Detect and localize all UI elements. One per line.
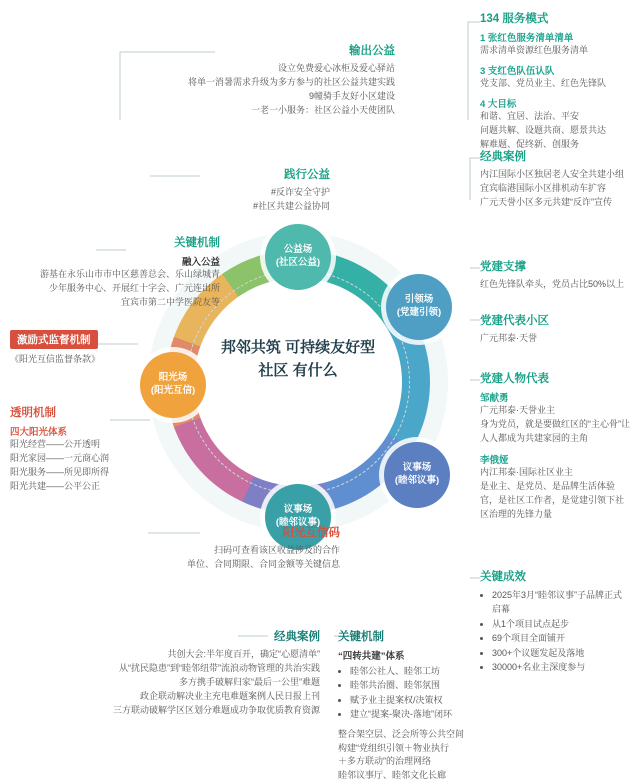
block-practice-charity [60, 166, 330, 214]
node-neighborhood-council[interactable] [384, 442, 450, 508]
key-mechanism-left-line-1: 少年服务中心、开展红十字会、广元连出所 [48, 282, 220, 293]
center-title [214, 336, 382, 383]
center-line-1: 邦邻共筑 [220, 339, 281, 356]
block-sunshine-code [20, 524, 340, 572]
classic-case-bottom-line-2: 多方携手破解归家“最后一公里”难题 [179, 676, 320, 687]
service-modes-group-0-line-0: 需求清单资源红色服务清单 [480, 45, 589, 55]
classic-case-right-line-2: 广元天誉小区多元共建“反诈”宣传 [480, 196, 612, 207]
key-results-bullet-3: • 300+个议题发起及落地 [492, 646, 630, 660]
service-modes-group-0-title: 1 张红色服务清单清单 [480, 33, 574, 44]
node-party-leading[interactable] [386, 274, 452, 340]
practice-charity-heading: 践行公益 [284, 169, 330, 181]
key-mechanism-bottom-bullet-1: • 睦邻共治圈、睦邻氛围 [350, 678, 488, 692]
center-line-2: 可持续友好型社区 [258, 339, 376, 380]
output-charity-line-3: 一老一小服务：社区公益小天使团队 [250, 104, 395, 115]
node-1-sub: (社区公益) [275, 257, 321, 268]
block-classic-case-right [480, 148, 630, 210]
node-4-title: 议事场 [283, 504, 313, 516]
classic-case-bottom-line-4: 三方联动破解学区区划分难题成功争取优质教育资源 [112, 704, 320, 715]
block-key-mechanism-left [0, 234, 220, 310]
key-mechanism-bottom-bullet-0: • 睦邻公社人、睦邻工坊 [350, 664, 488, 678]
key-mechanism-bottom-heading: 关键机制 [338, 631, 384, 643]
block-output-charity [60, 42, 395, 118]
key-results-bullet-4: • 30000+名业主深度参与 [492, 660, 630, 674]
node-3-title: 议事场 [402, 462, 432, 474]
key-mechanism-left-heading: 关键机制 [174, 237, 220, 249]
key-results-bullets [480, 588, 630, 674]
transparent-mechanism-sub: 四大阳光体系 [10, 427, 68, 438]
block-party-district [480, 312, 630, 346]
transparent-mechanism-line-0: 阳光经营——公开透明 [10, 439, 101, 449]
output-charity-line-0: 设立免费爱心冰柜及爱心驿站 [277, 63, 395, 73]
classic-case-bottom-line-3: 政企联动解决业主充电难题案例人民日报上刊 [139, 690, 320, 701]
block-classic-case-bottom [10, 628, 320, 718]
incentive-supervision-badge [10, 330, 200, 349]
key-mechanism-left-line-2: 宜宾市第二中学医院友等 [120, 296, 220, 307]
service-modes-heading: 134 服务模式 [480, 13, 549, 25]
classic-case-bottom-heading: 经典案例 [274, 631, 320, 643]
key-mechanism-bottom-bullet-2: • 赋予业主提案权/决策权 [350, 693, 488, 707]
output-charity-line-2: 9幢骑手友好小区建设 [308, 90, 395, 101]
party-figure-0-desc: 身为党员，就是要做红区的“主心骨”让人人都成为共建家园的主角 [480, 418, 630, 443]
transparent-mechanism-heading: 透明机制 [10, 407, 56, 419]
classic-case-right-line-0: 内江国际小区独居老人安全共建小组 [480, 169, 625, 179]
party-figures-heading: 党建人物代表 [480, 373, 549, 385]
practice-charity-line-1: #社区共建公益协同 [252, 200, 330, 211]
node-5-title: 阳光场 [158, 372, 188, 384]
node-4-sub: (睦邻议事) [275, 517, 321, 528]
party-district-line-0: 广元邦泰·天誉 [480, 333, 537, 343]
node-2-title: 引领场 [404, 294, 434, 306]
key-mechanism-bottom-line-1: 构建“党组织引领＋物业执行 [338, 742, 449, 753]
output-charity-heading: 输出公益 [349, 45, 395, 57]
block-transparent-mechanism [10, 404, 210, 494]
party-figure-0-role: 广元邦泰·天誉业主 [480, 405, 555, 415]
block-key-results [480, 568, 630, 674]
key-mechanism-bottom-bullet-3: • 建立“提案-聚决-落地”闭环 [350, 707, 488, 721]
node-5-sub: (阳光互信) [150, 385, 196, 396]
key-mechanism-left-sub: 融入公益 [181, 257, 220, 268]
party-figure-0-name: 邹献勇 [480, 393, 509, 404]
service-modes-group-2-line-0: 和谐、宜居、法治、平安 [480, 110, 580, 121]
block-party-support [480, 258, 630, 292]
sunshine-code-heading: 阳光互信码 [282, 527, 340, 539]
key-results-heading: 关键成效 [480, 571, 526, 583]
party-figure-1-name: 李俄娅 [480, 454, 509, 466]
key-results-bullet-1: • 从1个项目试点起步 [492, 617, 630, 631]
classic-case-right-line-1: 宜宾临港国际小区排机动车扩容 [480, 182, 607, 193]
key-results-bullet-2: • 69个项目全面铺开 [492, 631, 630, 645]
node-2-sub: (党建引领) [396, 307, 442, 318]
key-results-bullet-0: • 2025年3月“睦邻议事”子品牌正式启幕 [492, 588, 630, 617]
classic-case-right-heading: 经典案例 [480, 151, 526, 163]
sunshine-code-line-1: 单位、合同期限、合同金额等关键信息 [186, 558, 340, 569]
block-party-figures [480, 370, 630, 522]
sunshine-code-line-0: 扫码可查看该区收益涉及的合作 [213, 545, 340, 555]
service-modes-group-1-line-0: 党支部、党员业主、红色先锋队 [480, 77, 607, 88]
classic-case-bottom-line-1: 从“扰民隐患”到“睦邻纽带”流浪动物管理的共治实践 [119, 662, 320, 673]
node-1-title: 公益场 [283, 244, 313, 256]
block-key-mechanism-bottom [338, 628, 488, 783]
practice-charity-line-0: #反诈安全守护 [270, 187, 330, 197]
party-support-heading: 党建支撑 [480, 261, 526, 273]
service-modes-group-2-line-2: 解难题、促终新、创服务 [480, 138, 580, 149]
node-community-charity[interactable] [265, 224, 331, 290]
key-mechanism-left-line-0: 游基在永乐山市市中区慈善总会、乐山绿城青 [39, 269, 220, 279]
incentive-supervision-line-0: 《阳光互信监督条款》 [10, 354, 101, 364]
classic-case-bottom-line-0: 共创大会:半年度百开，确定“心愿清单” [167, 649, 320, 659]
service-modes-group-2-title: 4 大目标 [480, 98, 517, 110]
output-charity-line-1: 将单一消暑需求升级为多方参与的社区公益共建实践 [187, 76, 395, 87]
transparent-mechanism-line-1: 阳光家园——一元商心润 [10, 452, 110, 463]
party-district-heading: 党建代表小区 [480, 315, 549, 327]
transparent-mechanism-line-3: 阳光共建——公平公正 [10, 480, 101, 491]
key-mechanism-bottom-line-2: ＋多方联动”的治理网络 [338, 756, 431, 767]
service-modes-group-2-line-1: 问题共解、设题共商、愿景共达 [480, 124, 607, 135]
key-mechanism-bottom-line-0: 整合架空层、泛会所等公共空间 [338, 728, 465, 739]
key-mechanism-bottom-bullets [338, 664, 488, 722]
party-support-line-0: 红色先锋队牵头，党员占比50%以上 [480, 279, 625, 289]
node-3-sub: (睦邻议事) [394, 475, 440, 486]
party-figure-1-desc: 是业主、是党员、是品牌生活体验官，是社区工作者，是觉建引领下社区治理的先锋力量 [480, 480, 625, 519]
center-line-3: 有什么 [292, 362, 338, 380]
incentive-supervision-heading: 激励式监督机制 [10, 330, 98, 349]
service-modes-group-1-title: 3 支红色队伍认队 [480, 65, 555, 77]
key-mechanism-bottom-line-3: 睦邻议事厅、睦邻文化长廊 [338, 770, 447, 781]
transparent-mechanism-line-2: 阳光服务——所见即所得 [10, 466, 110, 477]
block-service-modes [480, 10, 630, 152]
party-figure-1-role: 内江邦泰·国际社区业主 [480, 466, 573, 477]
key-mechanism-bottom-sub: “四转共建”体系 [338, 651, 405, 662]
block-incentive-supervision [10, 330, 200, 367]
